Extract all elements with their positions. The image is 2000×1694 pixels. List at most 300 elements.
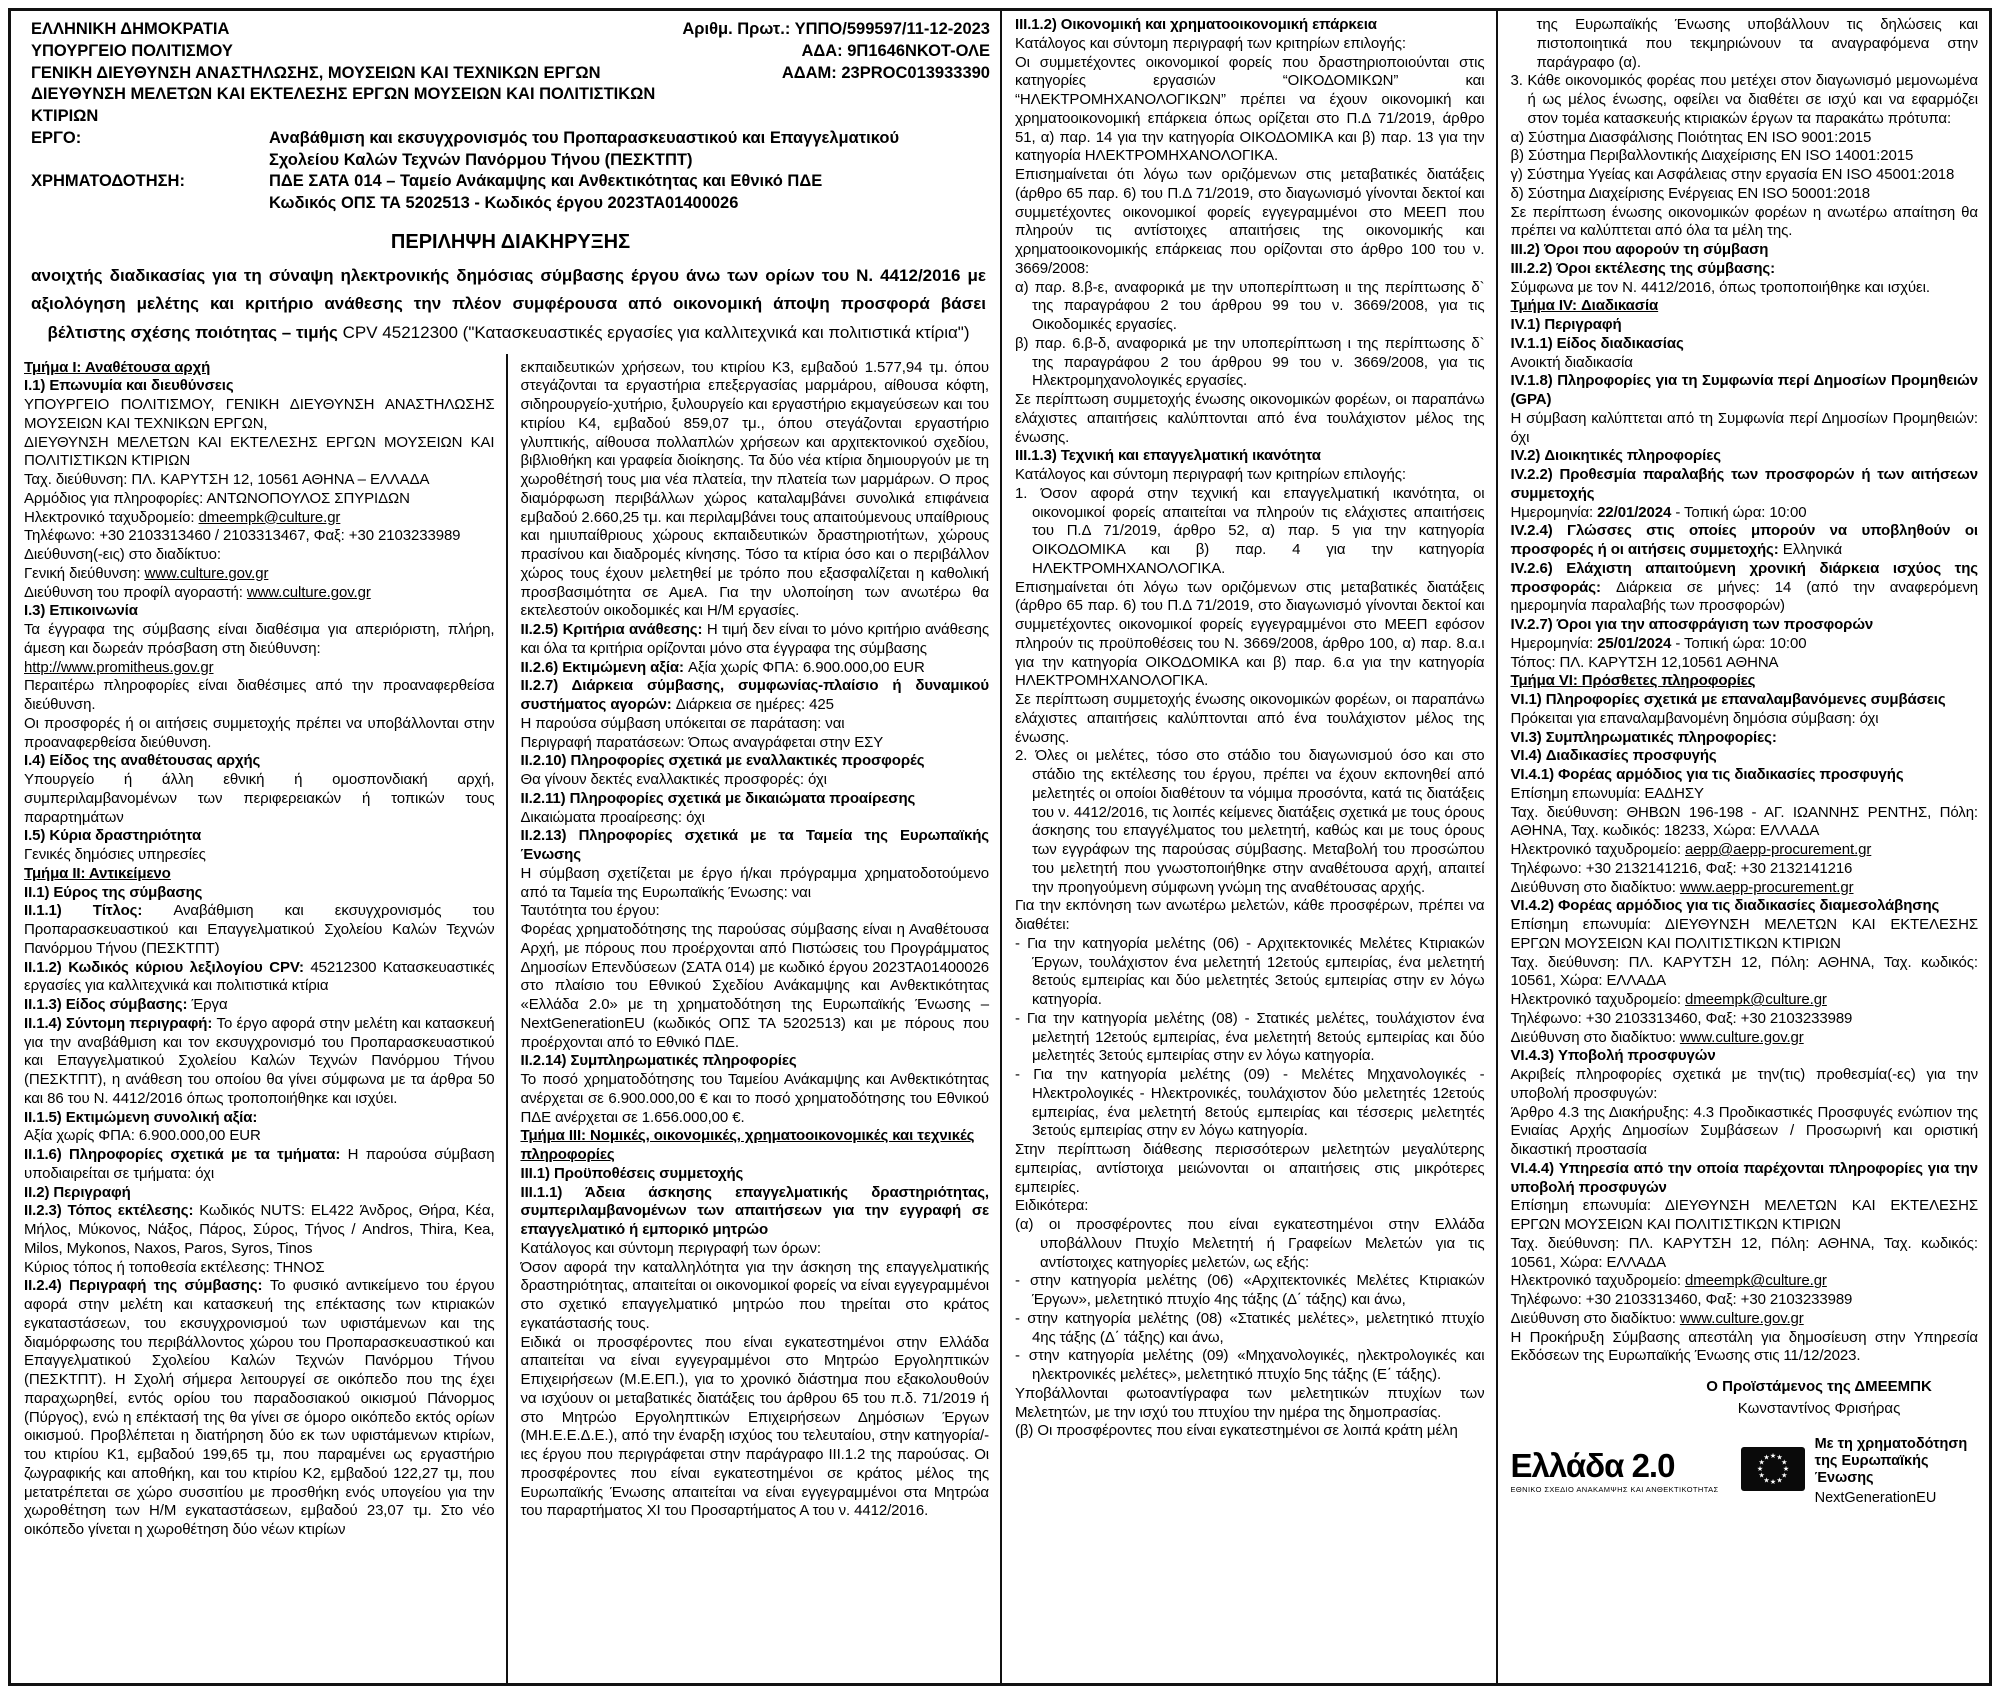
text-run: VI.4) Διαδικασίες προσφυγής xyxy=(1510,747,1717,765)
text-run: Για την εκπόνηση των ανωτέρω μελετών, κάθε προσφέρων, πρέπει να διαθέτει: xyxy=(1015,897,1485,933)
text-run: Περαιτέρω πληροφορίες είναι διαθέσιμες από την προαναφερθείσα διεύθυνση. xyxy=(24,677,495,714)
text-run: 22/01/2024 xyxy=(1597,503,1672,521)
paragraph xyxy=(1015,1385,1485,1423)
paragraph xyxy=(1511,204,1979,242)
eu-flag-icon xyxy=(1741,1447,1805,1496)
next-generation-eu-label: NextGenerationEU xyxy=(1814,1489,1937,1506)
paragraph xyxy=(1511,1104,1979,1160)
paragraph xyxy=(1015,391,1485,447)
text-run: Ημερομηνία: xyxy=(1510,634,1598,652)
text-run: γ) Σύστημα Υγείας και Ασφάλειας στην εργασία EN ISO 45001:2018 xyxy=(1510,166,1955,183)
text-run: VI.4.4) Υπηρεσία από την οποία παρέχονται πληροφορίες για την υποβολή προσφυγών xyxy=(1510,1159,1978,1196)
paragraph xyxy=(521,1240,990,1259)
authority-line: ΕΛΛΗΝΙΚΗ ΔΗΜΟΚΡΑΤΙΑ xyxy=(31,20,230,38)
paragraph xyxy=(1015,1010,1485,1066)
svg-text:★: ★ xyxy=(1782,1464,1789,1473)
text-run: Διάρκεια σε μήνες: 14 (από την αναφερόμενη ημερομηνία παραλαβής των προσφορών) xyxy=(1510,578,1978,615)
paragraph xyxy=(24,621,495,659)
link[interactable]: www.culture.gov.gr xyxy=(144,564,269,582)
text-run: Τόπος: ΠΛ. ΚΑΡΥΤΣΗ 12,10561 ΑΘΗΝΑ xyxy=(1510,653,1779,671)
text-run: Ι.1) Επωνυμία και διευθύνσεις xyxy=(24,377,234,395)
paragraph xyxy=(521,734,990,753)
paragraph xyxy=(1511,616,1979,635)
text-run: 25/01/2024 xyxy=(1597,634,1672,652)
notice-page xyxy=(8,8,1992,1686)
paragraph xyxy=(1015,447,1485,466)
paragraph xyxy=(1511,1329,1979,1367)
paragraph xyxy=(1511,410,1979,448)
text-run: Ταυτότητα του έργου: xyxy=(520,902,660,920)
paragraph xyxy=(24,659,495,678)
paragraph xyxy=(521,1259,990,1334)
text-run: Διάρκεια σε ημέρες: 425 xyxy=(675,696,834,714)
paragraph xyxy=(521,1184,990,1240)
eu-funding-line: Με τη χρηματοδότηση xyxy=(1814,1435,1968,1452)
text-run: Φορέας χρηματοδότησης της παρούσας σύμβασης είναι η Αναθέτουσα Αρχή, με πόρους που προέρχονται από Πιστώσεις του Προγράμματος Δημοσίων Επενδύσεων (ΣΑΤΑ 014) με κωδικό έργου 2023ΤΑ01400026 στο πλαίσιο του Εθνικού Σχεδίου Ανάκαμψης και Ανθεκτικότητας «Ελλάδα 2.0» με τη χρηματοδότηση της Ευρωπαϊκής Ένωσης – NextGenerationEU (κωδικός ΟΠΣ ΤΑ 5202513) και με πόρους που προέρχονται από το Εθνικό ΠΔΕ. xyxy=(520,921,989,1051)
link[interactable]: dmeempk@culture.gr xyxy=(1685,991,1827,1008)
paragraph xyxy=(521,359,990,622)
paragraph xyxy=(1511,447,1979,466)
text-run: 3. Κάθε οικονομικός φορέας που μετέχει στον διαγωνισμό μεμονωμένα ή ως μέλος ένωσης, οφείλει να διαθέτει σε ισχύ και να εφαρμόζει στον τομέα κατασκευής κτιριακών έργων τα παρακάτω πρότυπα: xyxy=(1510,72,1978,127)
link[interactable]: dmeempk@culture.gr xyxy=(198,508,341,526)
text-run: ΙΙ.2.14) Συμπληρωματικές πληροφορίες xyxy=(520,1052,797,1070)
text-run: IV.1.8) Πληροφορίες για τη Συμφωνία περί Δημοσίων Προμηθειών (GPA) xyxy=(1510,372,1978,408)
paragraph xyxy=(1511,954,1979,992)
paragraph xyxy=(1511,710,1979,729)
paragraph xyxy=(521,921,990,1052)
authority-line: ΓΕΝΙΚΗ ΔΙΕΥΘΥΝΣΗ ΑΝΑΣΤΗΛΩΣΗΣ, ΜΟΥΣΕΙΩΝ ΚΑΙ ΤΕΧΝΙΚΩΝ ΕΡΓΩΝ xyxy=(31,63,601,82)
paragraph xyxy=(1511,991,1979,1010)
signature-block xyxy=(1660,1376,1978,1420)
paragraph xyxy=(1015,747,1485,897)
funding-value xyxy=(269,171,990,215)
funding-logos xyxy=(1511,1436,1979,1508)
link[interactable]: dmeempk@culture.gr xyxy=(1685,1272,1827,1290)
paragraph xyxy=(1511,1066,1979,1104)
authority-line: ΔΙΕΥΘΥΝΣΗ ΜΕΛΕΤΩΝ ΚΑΙ ΕΚΤΕΛΕΣΗΣ ΕΡΓΩΝ ΜΟΥΣΕΙΩΝ ΚΑΙ ΠΟΛΙΤΙΣΤΙΚΩΝ ΚΤΙΡΙΩΝ xyxy=(31,85,656,126)
text-run: Ταχ. διεύθυνση: ΘΗΒΩΝ 196-198 - ΑΓ. ΙΩΑΝΝΗΣ ΡΕΝΤΗΣ, Πόλη: ΑΘΗΝΑ, Ταχ. κωδικός: 18233, Χώρα: ΕΛΛΑΔΑ xyxy=(1510,803,1978,840)
paragraph xyxy=(1511,879,1979,898)
paragraph xyxy=(24,490,495,509)
text-run: IV.2) Διοικητικές πληροφορίες xyxy=(1510,447,1721,465)
text-run: IV.1.1) Είδος διαδικασίας xyxy=(1510,334,1684,352)
paragraph xyxy=(1511,691,1979,710)
paragraph xyxy=(1511,1029,1979,1048)
paragraph xyxy=(1511,1197,1979,1235)
ada-number: ΑΔΑ: 9Π1646ΝΚΟΤ-ΟΛΕ xyxy=(801,41,990,60)
text-run: Ειδικότερα: xyxy=(1015,1197,1089,1215)
paragraph xyxy=(24,752,495,771)
paragraph xyxy=(24,1109,495,1128)
paragraph xyxy=(1015,1310,1485,1348)
text-run: ΙΙ.2.3) Τόπος εκτέλεσης: xyxy=(24,1202,200,1220)
paragraph xyxy=(1015,897,1485,935)
text-run: VI.4.1) Φορέας αρμόδιος για τις διαδικασίες προσφυγής xyxy=(1510,766,1904,783)
text-run: Οι συμμετέχοντες οικονομικοί φορείς που δραστηριοποιούνται στις κατηγορίες εργασιών “ΟΙΚΟΔΟΜΙΚΩΝ” και “ΗΛΕΚΤΡΟΜΗΧΑΝΟΛΟΓΙΚΩΝ” πρέπει να έχουν οικονομική και χρηματοοικονομική επάρκεια όπως ορίζεται στο Π.Δ 71/2019, άρθρο 51, α) παρ. 14 για την κατηγορία ΟΙΚΟΔΟΜΙΚΑ και β) παρ. 13 για την κατηγορία ΗΛΕΚΤΡΟΜΗΧΑΝΟΛΟΓΙΚΑ. xyxy=(1015,53,1485,165)
protocol-number: Αριθμ. Πρωτ.: ΥΠΠΟ/599597/11-12-2023 xyxy=(682,20,990,38)
paragraph xyxy=(1015,166,1485,279)
paragraph xyxy=(521,659,990,678)
paragraph xyxy=(24,584,495,603)
eu-funding-line: της Ευρωπαϊκής Ένωσης xyxy=(1814,1452,1929,1487)
paragraph xyxy=(24,677,495,715)
paragraph xyxy=(1511,1235,1979,1273)
text-run: Ηλεκτρονικό ταχυδρομείο: xyxy=(1510,1272,1686,1290)
paragraph xyxy=(1511,185,1979,204)
text-run: Αξία χωρίς ΦΠΑ: 6.900.000,00 EUR xyxy=(24,1127,261,1145)
text-run: Αξία χωρίς ΦΠΑ: 6.900.000,00 EUR xyxy=(688,658,925,676)
text-run: Επίσημη επωνυμία: ΔΙΕΥΘΥΝΣΗ ΜΕΛΕΤΩΝ ΚΑΙ ΕΚΤΕΛΕΣΗΣ ΕΡΓΩΝ ΜΟΥΣΕΙΩΝ ΚΑΙ ΠΟΛΙΤΙΣΤΙΚΩΝ ΚΤΙΡΙΩΝ xyxy=(1510,916,1978,952)
text-run: VI.1) Πληροφορίες σχετικά με επαναλαμβανόμενες συμβάσεις xyxy=(1510,691,1946,708)
issuing-authority-block xyxy=(31,19,682,128)
text-run: Τηλέφωνο: +30 2103313460, Φαξ: +30 2103233989 xyxy=(1510,1291,1853,1308)
text-run: Το φυσικό αντικείμενο του έργου αφορά στην μελέτη και κατασκευή της επέκτασης των κτιριακών εγκαταστάσεων, του εκσυγχρονισμού των υφιστάμενων και της διαμόρφωσης του περιβάλλοντος χώρου του Προπαρασκευαστικού και Επαγγελματικού Σχολείου Καλών Τεχνών Πανόρμου Τήνου (ΠΕΣΚΤΠΤ). Η Σχολή σήμερα λειτουργεί σε οικόπεδο που της έχει παραχωρηθεί, εντός ορίου του παραδοσιακού οικισμού Πάνορμος (Πύργος), ενώ η επέκτασή της θα γίνει σε όμορο οικόπεδο εκτός ορίων οικισμού. Προβλέπεται η διατήρηση δύο εκ των υφιστάμενων κτιρίων, του κτιρίου Κ1, εμβαδού 199,65 τμ, που παραμένει ως εργαστήριο ζωγραφικής και αποθήκη, και του κτιρίου Κ2, εμβαδού 122,27 τμ, που μετατρέπεται σε χώρο συσσιτίου με προσθήκη ενός υπογείου για την χωροθέτηση των Η/Μ εγκαταστάσεων, εμβαδού 23,07 τμ. Στο νέο οικόπεδο γίνεται η χωροθέτηση δύο νέων κτιρίων xyxy=(24,1277,495,1539)
text-run: ΙΙΙ.1.1) Άδεια άσκησης επαγγελματικής δραστηριότητας, συμπεριλαμβανομένων των απαιτήσεων για την εγγραφή σε επαγγελματικό ή εμπορικό μητρώο xyxy=(520,1183,989,1239)
project-row xyxy=(31,128,990,172)
greece-2-0-logo-title: Ελλάδα 2.0 xyxy=(1510,1446,1675,1484)
text-run: Ηλεκτρονικό ταχυδρομείο: xyxy=(24,508,199,526)
link[interactable]: www.culture.gov.gr xyxy=(1679,1309,1804,1327)
svg-text:★: ★ xyxy=(1775,1476,1783,1485)
text-run: Διεύθυνση(-εις) στο διαδίκτυο: xyxy=(24,546,221,564)
right-columns xyxy=(1002,11,1989,1683)
text-run: ΔΙΕΥΘΥΝΣΗ ΜΕΛΕΤΩΝ ΚΑΙ ΕΚΤΕΛΕΣΗΣ ΕΡΓΩΝ ΜΟΥΣΕΙΩΝ ΚΑΙ ΠΟΛΙΤΙΣΤΙΚΩΝ ΚΤΙΡΙΩΝ xyxy=(24,433,495,470)
funding-row xyxy=(31,171,990,215)
page-title: ΠΕΡΙΛΗΨΗ ΔΙΑΚΗΡΥΞΗΣ xyxy=(390,230,631,253)
text-run: Η τιμή δεν είναι το μόνο κριτήριο ανάθεσης και όλα τα κριτήρια ορίζονται μόνο στα έγγραφα της σύμβασης xyxy=(520,621,989,657)
section-heading xyxy=(24,359,495,378)
text-run: Κύριος τόπος ή τοποθεσία εκτέλεσης: ΤΗΝΟΣ xyxy=(24,1258,325,1276)
paragraph xyxy=(1015,1272,1485,1310)
paragraph xyxy=(24,1202,495,1258)
paragraph xyxy=(1511,147,1979,166)
paragraph xyxy=(1511,785,1979,804)
paragraph xyxy=(1511,897,1979,916)
text-run: Έργα xyxy=(191,996,228,1014)
column-3 xyxy=(1002,11,1496,1683)
text-run: ΥΠΟΥΡΓΕΙΟ ΠΟΛΙΤΙΣΜΟΥ, ΓΕΝΙΚΗ ΔΙΕΥΘΥΝΣΗ ΑΝΑΣΤΗΛΩΣΗΣ ΜΟΥΣΕΙΩΝ ΚΑΙ ΤΕΧΝΙΚΩΝ ΕΡΓΩΝ, xyxy=(24,396,495,432)
paragraph xyxy=(1511,372,1979,410)
text-run: - στην κατηγορία μελέτης (09) «Μηχανολογικές, ηλεκτρολογικές και ηλεκτρονικές μελέτες», μελετητικό πτυχίο 5ης τάξης (Ε΄ τάξης). xyxy=(1015,1347,1485,1383)
paragraph xyxy=(521,809,990,828)
text-run: εκπαιδευτικών χρήσεων, του κτιρίου Κ3, εμβαδού 1.577,94 τμ. όπου στεγάζονται τα εργαστήρια επεξεργασίας μαρμάρου, αίθουσα κόφτη, σιδηρουργείο-χυτήριο, ξυλουργείο και εργαστήριο εκμαγεύσεων και του κτιρίου Κ4, εμβαδού 859,07 τμ., όπου στεγάζονται εργαστήριο γλυπτικής, αίθουσα πολλαπλών χρήσεων και αρχιτεκτονικού σχεδίου, βιβλιοθήκη και γραφεία διοίκησης. Τα δύο νέα κτίρια δημιουργούν με τη χωροθέτησή τους μια νέα πλατεία, την πλατεία των μαρμάρων. Ο προς διαμόρφωση περιβάλλων χώρος καταλαμβάνει συνολικά επιφάνεια εμβαδού 2.660,25 τμ. και περιλαμβάνει τους απαιτούμενους υπαίθριους και ημιυπαίθριους χώρους εκπαιδευτικών δραστηριοτήτων, χώρους πρασίνου και διαδρομές κίνησης. Τόσο τα κτίρια όσο και ο περιβάλλον χώρος τους έχουν μελετηθεί με τρόπο που εξασφαλίζεται η καθολική προσβασιμότητα σε ΑμεΑ. Για την υλοποίηση των ανωτέρω θα εκτελεστούν οικοδομικές και Η/Μ εργασίες. xyxy=(520,358,989,620)
paragraph xyxy=(24,1146,495,1184)
section-heading xyxy=(1511,672,1979,691)
text-run: ΙΙΙ.2.2) Όροι εκτέλεσης της σύμβασης: xyxy=(1510,259,1776,277)
text-run: Ι.5) Κύρια δραστηριότητα xyxy=(24,827,202,845)
text-run: Τηλέφωνο: +30 2103313460 / 2103313467, Φαξ: +30 2103233989 xyxy=(24,527,461,545)
paragraph xyxy=(1511,241,1979,260)
text-run: ΙΙΙ.1.3) Τεχνική και επαγγελματική ικανότητα xyxy=(1015,447,1321,465)
paragraph xyxy=(1015,1141,1485,1197)
paragraph xyxy=(1015,1347,1485,1385)
paragraph xyxy=(1015,16,1485,35)
text-run: Τηλέφωνο: +30 2103313460, Φαξ: +30 2103233989 xyxy=(1510,1009,1853,1027)
paragraph xyxy=(24,471,495,490)
text-run: Η παρούσα σύμβαση υπόκειται σε παράταση: ναι xyxy=(520,714,845,732)
paragraph xyxy=(24,396,495,434)
text-run: Επίσημη επωνυμία: ΕΑΔΗΣΥ xyxy=(1510,784,1704,802)
text-run: Ηλεκτρονικό ταχυδρομείο: xyxy=(1510,841,1686,858)
svg-text:★: ★ xyxy=(1769,1451,1776,1460)
paragraph xyxy=(1511,804,1979,842)
section-heading xyxy=(1511,297,1979,316)
text-run: Ταχ. διεύθυνση: ΠΛ. ΚΑΡΥΤΣΗ 12, Πόλη: ΑΘΗΝΑ, Ταχ. κωδικός: 10561, Χώρα: ΕΛΛΑΔΑ xyxy=(1510,1234,1978,1271)
text-run: Σύμφωνα με τον Ν. 4412/2016, όπως τροποποιήθηκε και ισχύει. xyxy=(1510,278,1930,296)
paragraph xyxy=(1015,279,1485,335)
svg-text:★: ★ xyxy=(1769,1477,1776,1486)
paragraph xyxy=(1511,1160,1979,1198)
text-run: Περιγραφή παρατάσεων: Όπως αναγράφεται στην ΕΣΥ xyxy=(520,733,884,751)
paragraph xyxy=(1511,747,1979,766)
paragraph xyxy=(1015,466,1485,485)
paragraph xyxy=(1015,1216,1485,1272)
authority-line: ΥΠΟΥΡΓΕΙΟ ΠΟΛΙΤΙΣΜΟΥ xyxy=(31,41,233,60)
text-run: β) παρ. 6.β-δ, αναφορικά με την υποπερίπτωση ι της περίπτωσης δ` της παραγράφου 2 του άρθρου 99 του ν. 3669/2008, για τις Ηλεκτρομηχανολογικές εργασίες. xyxy=(1015,334,1485,390)
text-run: VI.4.3) Υποβολή προσφυγών xyxy=(1510,1047,1716,1065)
paragraph xyxy=(24,846,495,865)
paragraph xyxy=(1511,729,1979,748)
text-run: Ειδικά οι προσφέροντες που είναι εγκατεστημένοι στην Ελλάδα απαιτείται να είναι εγγεγραμμένοι στο Μητρώο Εργοληπτικών Επιχειρήσεων (Μ.Ε.ΕΠ.), για το χρονικό διάστημα που εξακολουθούν να ισχύουν οι μεταβατικές διατάξεις του άρθρου 65 του π.δ. 71/2019 ή στο Μητρώο Εργοληπτικών Επιχειρήσεων Δημόσιων Έργων (ΜΗ.Ε.Ε.Δ.Ε.), από την έναρξη ισχύος του τελευταίου, στην κατηγορία/-ιες έργου που περιγράφεται στην παράγραφο ΙΙΙ.1.2 της παρούσας. Οι προσφέροντες που είναι εγκατεστημένοι σε κράτος μέλος της Ευρωπαϊκής Ένωσης απαιτείται να είναι εγγεγραμμένοι στα Μητρώα του παραρτήματος ΧΙ του Προσαρτήματος Α του ν. 4412/2016. xyxy=(520,1333,989,1520)
text-run: Ι.3) Επικοινωνία xyxy=(24,602,138,620)
text-run: Το ποσό χρηματοδότησης του Ταμείου Ανάκαμψης και Ανθεκτικότητας ανέρχεται σε 6.900.000,00 € και το ποσό χρηματοδότησης του Εθνικού ΠΔΕ ανέρχεται σε 1.656.000,00 €. xyxy=(520,1071,989,1126)
svg-text:★: ★ xyxy=(1762,1476,1770,1485)
text-run: Τμήμα Ι: Αναθέτουσα αρχή xyxy=(24,358,211,376)
text-run: Τα έγγραφα της σύμβασης είναι διαθέσιμα για απεριόριστη, πλήρη, άμεση και δωρεάν πρόσβαση στη διεύθυνση: xyxy=(24,621,495,657)
text-run: 2. Όλες οι μελέτες, τόσο στο στάδιο του διαγωνισμού όσο και στο στάδιο της εκτέλεσης του έργου, πρέπει να έχουν εκπονηθεί από μελετητές οι οποίοι διαθέτουν τα νόμιμα προσόντα, κατά τις διατάξεις του ν. 4412/2016, τις λοιπές κείμενες διατάξεις σχετικά με τους όρους άσκησης του επαγγέλματος του μελετητή, καθώς και με τους όρους των εγγράφων της παρούσας σύμβασης. Μεταβολή του προσώπου του μελετητή που γνωστοποιήθηκε στην αναθέτουσα αρχή, απαιτεί την προηγούμενη σύμφωνη γνώμη της αναθέτουσας αρχής. xyxy=(1015,747,1485,896)
text-run: IV.2.7) Όροι για την αποσφράγιση των προσφορών xyxy=(1510,616,1874,633)
text-run: Κατάλογος και σύντομη περιγραφή των κριτηρίων επιλογής: xyxy=(1015,466,1406,483)
paragraph xyxy=(521,621,990,659)
paragraph xyxy=(1511,654,1979,673)
text-run: Κατάλογος και σύντομη περιγραφή των κριτηρίων επιλογής: xyxy=(1015,34,1406,52)
text-run: Αναβάθμιση και εκσυγχρονισμός του Προπαρασκευαστικού και Επαγγελματικού Σχολείου Καλών Τεχνών Πανόρμου Τήνου (ΠΕΣΚΤΠΤ) xyxy=(24,902,495,957)
text-run: Άρθρο 4.3 της Διακήρυξης: 4.3 Προδικαστικές Προσφυγές ενώπιον της Ενιαίας Αρχής Δημοσίων Συμβάσεων / Προσωρινή και οριστική δικαστική προστασία xyxy=(1510,1103,1978,1158)
text-run: Όσον αφορά την καταλληλότητα για την άσκηση της επαγγελματικής δραστηριότητας, απαιτείται οι οικονομικοί φορείς να είναι εγγεγραμμένοι στο σχετικό επαγγελματικό μητρώο που τηρείται στο κράτος εγκατάστασής τους. xyxy=(520,1258,989,1332)
paragraph xyxy=(24,527,495,546)
paragraph xyxy=(1015,1066,1485,1141)
text-run: ΙΙΙ.1) Προϋποθέσεις συμμετοχής xyxy=(520,1164,744,1182)
paragraph xyxy=(1511,522,1979,560)
paragraph xyxy=(1015,1422,1485,1441)
right-half xyxy=(1000,11,1989,1683)
svg-text:★: ★ xyxy=(1775,1453,1783,1462)
funding-label: ΧΡΗΜΑΤΟΔΟΤΗΣΗ: xyxy=(31,172,185,191)
text-run: Ελληνικά xyxy=(1782,541,1843,558)
paragraph xyxy=(1511,335,1979,354)
text-run: Διεύθυνση στο διαδίκτυο: xyxy=(1510,878,1680,896)
paragraph xyxy=(1015,1197,1485,1216)
text-run: Κατάλογος και σύντομη περιγραφή των όρων: xyxy=(520,1239,821,1257)
text-run: (β) Οι προσφέροντες που είναι εγκατεστημένοι σε λοιπά κράτη μέλη xyxy=(1015,1422,1458,1440)
text-run: ΙΙ.1.6) Πληροφορίες σχετικά με τα τμήματα: xyxy=(24,1146,348,1164)
paragraph xyxy=(521,771,990,790)
paragraph xyxy=(1015,335,1485,391)
text-run: Τμήμα ΙΙ: Αντικείμενο xyxy=(24,864,171,882)
paragraph xyxy=(1511,279,1979,298)
paragraph xyxy=(1511,841,1979,860)
intro-regular-text: CPV 45212300 ("Κατασκευαστικές εργασίες για καλλιτεχνικά και πολιτιστικά κτίρια") xyxy=(337,322,970,342)
text-run: α) παρ. 8.β-ε, αναφορικά με την υποπερίπτωση ιι της περίπτωσης δ` της παραγράφου 2 του άρθρου 99 του ν. 3669/2008, για τις Οικοδομικές εργασίες. xyxy=(1015,278,1485,333)
text-run: Θα γίνουν δεκτές εναλλακτικές προσφορές: όχι xyxy=(520,771,827,789)
text-run: IV.2.4) Γλώσσες στις οποίες μπορούν να υποβληθούν οι προσφορές ή οι αιτήσεις συμμετοχής: xyxy=(1510,522,1978,558)
text-run: Διεύθυνση στο διαδίκτυο: xyxy=(1510,1028,1680,1046)
text-run: ΙΙ.1.5) Εκτιμώμενη συνολική αξία: xyxy=(24,1108,258,1126)
text-run: Ταχ. διεύθυνση: ΠΛ. ΚΑΡΥΤΣΗ 12, 10561 ΑΘΗΝΑ – ΕΛΛΑΔΑ xyxy=(24,471,430,489)
link[interactable]: http://www.promitheus.gov.gr xyxy=(24,658,214,676)
paragraph xyxy=(521,827,990,865)
text-run: ΙΙ.2.6) Εκτιμώμενη αξία: xyxy=(520,658,689,676)
paragraph xyxy=(521,1052,990,1071)
paragraph xyxy=(1511,860,1979,879)
column-1 xyxy=(11,354,506,1683)
paragraph xyxy=(1511,560,1979,616)
paragraph xyxy=(24,715,495,753)
signatory-role: Ο Προϊστάμενος της ΔΜΕΕΜΠΚ xyxy=(1706,1378,1932,1395)
text-run: Ηλεκτρονικό ταχυδρομείο: xyxy=(1510,991,1686,1008)
signatory-name: Κωνσταντίνος Φρισήρας xyxy=(1737,1399,1901,1417)
paragraph xyxy=(24,1184,495,1203)
paragraph xyxy=(521,1071,990,1127)
text-run: 1. Όσον αφορά στην τεχνική και επαγγελματική ικανότητα, οι οικονομικοί φορείς απαιτείται να πληρούν τις ελάχιστες απαιτήσεις του Π.Δ 71/2019, άρθρο 52, α) παρ. 5 για την κατηγορία ΟΙΚΟΔΟΜΙΚΑ και β) παρ. 4 για την κατηγορία ΗΛΕΚΤΡΟΜΗΧΑΝΟΛΟΓΙΚΑ. xyxy=(1015,484,1485,577)
paragraph xyxy=(24,1259,495,1278)
paragraph xyxy=(24,546,495,565)
text-run: Επισημαίνεται ότι λόγω των οριζόμενων στις μεταβατικές διατάξεις (άρθρο 65 παρ. 6) του Π.Δ 71/2019, στο διαγωνισμό γίνονται δεκτοί και συμμετέχοντες οικονομικοί φορείς εγγεγραμμένοι στο ΜΕΕΠ που πληρούν τις αντίστοιχες απαιτήσεις της οικονομικής και χρηματοοικονομικής επάρκειας που ορίζονται στο άρθρο 100 του ν. 3669/2008: xyxy=(1015,166,1485,277)
text-run: - Για την κατηγορία μελέτης (06) - Αρχιτεκτονικές Μελέτες Κτιριακών Έργων, τουλάχιστον ένα μελετητή 12ετούς εμπειρίας, ένα μελετητή 8ετούς εμπειρίας και δύο μελετητές 3ετούς εμπειρίας στην εν λόγω κατηγορία. xyxy=(1015,934,1485,1008)
text-run: ΙΙ.1.3) Είδος σύμβασης: xyxy=(24,996,192,1014)
text-run: Ημερομηνία: xyxy=(1510,503,1598,521)
text-run: ΙΙ.2.13) Πληροφορίες σχετικά με τα Ταμεία της Ευρωπαϊκής Ένωσης xyxy=(520,827,989,864)
text-run: Αρμόδιος για πληροφορίες: ΑΝΤΩΝΟΠΟΥΛΟΣ ΣΠΥΡΙΔΩΝ xyxy=(24,489,410,507)
section-heading xyxy=(521,1127,990,1165)
text-run: - Για την κατηγορία μελέτης (08) - Στατικές μελέτες, τουλάχιστον ένα μελετητή 12ετούς εμπειρίας, ένα μελετητή 8ετούς εμπειρίας και δύο μελετητές 3ετούς εμπειρίας στην εν λόγω κατηγορία. xyxy=(1015,1009,1485,1065)
text-run: (α) οι προσφέροντες που είναι εγκατεστημένοι στην Ελλάδα υποβάλλουν Πτυχίο Μελετητή ή Γραφείων Μελετών για τις αντίστοιχες κατηγορίες μελετών, ως εξής: xyxy=(1015,1216,1485,1271)
paragraph xyxy=(24,1127,495,1146)
paragraph xyxy=(24,902,495,958)
link[interactable]: www.aepp-procurement.gr xyxy=(1679,878,1854,896)
paragraph xyxy=(24,996,495,1015)
text-run: IV.1) Περιγραφή xyxy=(1510,316,1622,333)
text-run: - Τοπική ώρα: 10:00 xyxy=(1671,634,1807,652)
link[interactable]: www.culture.gov.gr xyxy=(246,583,371,601)
text-run: ΙΙ.1.2) Κωδικός κύριου λεξιλογίου CPV: xyxy=(24,958,311,976)
text-run: ΙΙ.2.11) Πληροφορίες σχετικά με δικαιώματα προαίρεσης xyxy=(520,789,916,807)
paragraph xyxy=(1511,504,1979,523)
svg-text:★: ★ xyxy=(1756,1464,1763,1473)
paragraph xyxy=(1511,635,1979,654)
paragraph xyxy=(24,509,495,528)
eu-funding-text xyxy=(1815,1436,1976,1508)
link[interactable]: aepp@aepp-procurement.gr xyxy=(1685,841,1872,858)
paragraph xyxy=(521,752,990,771)
text-run: VI.3) Συμπληρωματικές πληροφορίες: xyxy=(1510,728,1777,746)
text-run: Διεύθυνση στο διαδίκτυο: xyxy=(1510,1309,1680,1327)
paragraph xyxy=(1511,72,1979,128)
text-run: Οι προσφορές ή οι αιτήσεις συμμετοχής πρέπει να υποβάλλονται στην προαναφερθείσα διεύθυνση. xyxy=(24,714,495,751)
paragraph xyxy=(1511,1272,1979,1291)
text-run: ΙΙ.2.10) Πληροφορίες σχετικά με εναλλακτικές προσφορές xyxy=(520,752,925,770)
text-run: ΙΙ.1.1) Τίτλος: xyxy=(24,902,174,920)
text-run: ΙΙ.2.7) Διάρκεια σύμβασης, συμφωνίας-πλαίσιο ή δυναμικού συστήματος αγορών: xyxy=(520,677,989,714)
funding-line: Κωδικός ΟΠΣ ΤΑ 5202513 - Κωδικός έργου 2023ΤΑ01400026 xyxy=(269,194,739,213)
svg-text:★: ★ xyxy=(1780,1471,1788,1480)
intro-paragraph xyxy=(31,262,990,354)
text-run: Σε περίπτωση συμμετοχής ένωσης οικονομικών φορέων, οι παραπάνω ελάχιστες απαιτήσεις καλύπτονται από ένα τουλάχιστον μέλος της ένωσης. xyxy=(1015,691,1485,746)
text-run: ΙΙ.2.5) Κριτήρια ανάθεσης: xyxy=(520,621,707,639)
text-run: Επισημαίνεται ότι λόγω των οριζόμενων στις μεταβατικές διατάξεις (άρθρο 65 παρ. 6) του Π.Δ 71/2019, στο διαγωνισμό γίνονται δεκτοί και συμμετέχοντες οικονομικοί φορείς εγγεγραμμένοι στο ΜΕΕΠ εφόσον πληρούν τις προϋποθέσεις του Ν. 3669/2008, άρθρο 100, α) παρ. 8.α.ι για την κατηγορία ΟΙΚΟΔΟΜΙΚΑ και β) παρ. 6.α για την κατηγορία ΗΛΕΚΤΡΟΜΗΧΑΝΟΛΟΓΙΚΑ. xyxy=(1015,578,1485,690)
document-header xyxy=(11,11,1000,354)
adam-number: ΑΔΑΜ: 23PROC013933390 xyxy=(781,63,990,82)
text-run: Η σύμβαση σχετίζεται με έργο ή/και πρόγραμμα χρηματοδοτούμενο από τα Ταμεία της Ευρωπαϊκής Ένωσης: ναι xyxy=(520,864,989,901)
left-half xyxy=(11,11,1000,1683)
column-4 xyxy=(1496,11,1990,1683)
section-heading xyxy=(24,865,495,884)
project-label: ΕΡΓΟ: xyxy=(31,128,82,147)
text-run: Υπουργείο ή άλλη εθνική ή ομοσπονδιακή αρχή, συμπεριλαμβανομένων των περιφερειακών ή τοπικών τους παραρτημάτων xyxy=(24,771,495,826)
text-run: Τμήμα IV: Διαδικασία xyxy=(1510,297,1659,315)
text-run: Η παρούσα σύμβαση υποδιαιρείται σε τμήματα: όχι xyxy=(24,1146,495,1182)
paragraph xyxy=(1511,16,1979,72)
greece-2-0-logo xyxy=(1510,1446,1719,1494)
funding-line: ΠΔΕ ΣΑΤΑ 014 – Ταμείο Ανάκαμψης και Ανθεκτικότητας και Εθνικό ΠΔΕ xyxy=(269,172,823,191)
text-run: Τμήμα VI: Πρόσθετες πληροφορίες xyxy=(1510,672,1756,690)
paragraph xyxy=(1511,166,1979,185)
paragraph xyxy=(1511,129,1979,148)
text-run: Επίσημη επωνυμία: ΔΙΕΥΘΥΝΣΗ ΜΕΛΕΤΩΝ ΚΑΙ ΕΚΤΕΛΕΣΗΣ ΕΡΓΩΝ ΜΟΥΣΕΙΩΝ ΚΑΙ ΠΟΛΙΤΙΣΤΙΚΩΝ ΚΤΙΡΙΩΝ xyxy=(1510,1197,1978,1233)
paragraph xyxy=(1511,466,1979,504)
text-run: Τηλέφωνο: +30 2132141216, Φαξ: +30 2132141216 xyxy=(1510,859,1853,877)
greece-2-0-logo-subtitle: ΕΘΝΙΚΟ ΣΧΕΔΙΟ ΑΝΑΚΑΜΨΗΣ ΚΑΙ ΑΝΘΕΚΤΙΚΟΤΗΤΑΣ xyxy=(1510,1484,1719,1494)
text-run: IV.2.2) Προθεσμία παραλαβής των προσφορών ή των αιτήσεων συμμετοχής xyxy=(1510,466,1978,502)
paragraph xyxy=(1511,354,1979,373)
paragraph xyxy=(1015,485,1485,579)
text-run: Το έργο αφορά στην μελέτη και κατασκευή για την αναβάθμιση και τον εκσυγχρονισμό του Προπαρασκευαστικού και Επαγγελματικού Σχολείου Καλών Τεχνών Πανόρμου Τήνου (ΠΕΣΚΤΠΤ), η ανάθεση του οποίου θα γίνει σύμφωνα με τα άρθρα 50 και 86 του Ν. 4412/2016 όπως τροποποιήθηκε και ισχύει. xyxy=(24,1014,495,1107)
link[interactable]: www.culture.gov.gr xyxy=(1679,1028,1804,1046)
paragraph xyxy=(1015,935,1485,1010)
paragraph xyxy=(1511,766,1979,785)
text-run: - Τοπική ώρα: 10:00 xyxy=(1671,503,1807,521)
protocol-block xyxy=(682,19,990,128)
text-run: Πρόκειται για επαναλαμβανομένη δημόσια σύμβαση: όχι xyxy=(1510,709,1879,727)
text-run: - Για την κατηγορία μελέτης (09) - Μελέτες Μηχανολογικές - Ηλεκτρολογικές - Ηλεκτρονικές, τουλάχιστον δύο μελετητές 12ετούς εμπειρίας, ένα μελετητή 8ετούς εμπειρίας και τέσσερις μελετητές 3ετούς εμπειρίας στην εν λόγω κατηγορία. xyxy=(1015,1066,1485,1140)
text-run: VI.4.2) Φορέας αρμόδιος για τις διαδικασίες διαμεσολάβησης xyxy=(1510,897,1940,915)
paragraph xyxy=(1015,579,1485,692)
text-run: Σε περίπτωση συμμετοχής ένωσης οικονομικών φορέων, οι παραπάνω ελάχιστες απαιτήσεις καλύπτονται από ένα τουλάχιστον μέλος της ένωσης. xyxy=(1015,391,1485,446)
paragraph xyxy=(24,771,495,827)
text-run: IV.2.6) Ελάχιστη απαιτούμενη χρονική διάρκεια ισχύος της προσφοράς: xyxy=(1510,559,1978,596)
text-run: ΙΙΙ.1.2) Οικονομική και χρηματοοικονομική επάρκεια xyxy=(1015,16,1377,33)
paragraph xyxy=(24,434,495,472)
paragraph xyxy=(1511,1047,1979,1066)
text-run: - στην κατηγορία μελέτης (08) «Στατικές μελέτες», μελετητικό πτυχίο 4ης τάξης (Δ΄ τάξης) και άνω, xyxy=(1015,1309,1485,1346)
text-run: ΙΙ.1) Εύρος της σύμβασης xyxy=(24,883,203,901)
text-run: Η σύμβαση καλύπτεται από τη Συμφωνία περί Δημοσίων Προμηθειών: όχι xyxy=(1510,409,1978,446)
paragraph xyxy=(1511,916,1979,954)
paragraph xyxy=(1015,54,1485,167)
paragraph xyxy=(1511,1010,1979,1029)
paragraph xyxy=(24,1277,495,1540)
text-run: 45212300 Κατασκευαστικές εργασίες για καλλιτεχνικά και πολιτιστικά κτίρια xyxy=(24,958,495,995)
paragraph xyxy=(1511,1291,1979,1310)
text-run: ΙΙ.2) Περιγραφή xyxy=(24,1183,131,1201)
paragraph xyxy=(521,1165,990,1184)
paragraph xyxy=(24,884,495,903)
paragraph xyxy=(521,865,990,903)
column-2 xyxy=(506,354,1001,1683)
text-run: β) Σύστημα Περιβαλλοντικής Διαχείρισης EN ISO 14001:2015 xyxy=(1510,147,1914,165)
intro-bold-text: ανοιχτής διαδικασίας για τη σύναψη ηλεκτρονικής δημόσιας σύμβασης έργου άνω των ορίων του Ν. 4412/2016 με αξιολόγηση μελέτης και κριτήριο ανάθεσης την πλέον συμφέρουσα από οικονομική άποψη προσφορά βάσει βέλτιστης σχέσης ποιότητας – τιμής xyxy=(31,265,986,342)
svg-text:★: ★ xyxy=(1758,1471,1765,1480)
